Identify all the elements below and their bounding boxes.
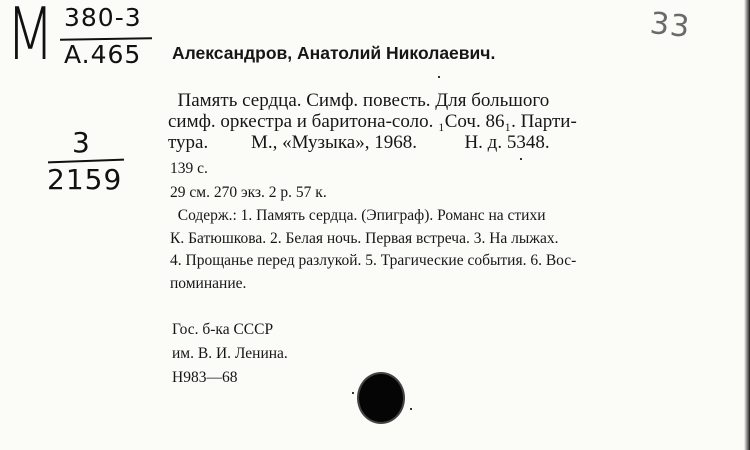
- inventory-number-bottom: 2159: [47, 163, 123, 196]
- card-edge-shadow: [744, 0, 750, 450]
- author-heading: Александров, Анатолий Николаевич.: [172, 43, 496, 63]
- pagination: 139 с.: [170, 160, 208, 177]
- corner-mark: 33: [648, 5, 692, 46]
- library-line: Гос. б-ка СССР: [172, 321, 274, 338]
- contents-note: [170, 205, 730, 295]
- title-line: симф. оркестра и баритона-соло. ₁Соч. 86₁. Парти-: [168, 111, 577, 132]
- ink-speck: [438, 76, 440, 78]
- title-line: тура. М., «Музыка», 1968. Н. д. 5348.: [168, 132, 550, 153]
- handwritten-letter: M: [6, 0, 56, 76]
- contents-line: Содерж.: 1. Память сердца. (Эпиграф). Романс на стихи: [170, 207, 546, 224]
- physical-description: 29 см. 270 экз. 2 р. 57 к.: [170, 184, 327, 201]
- library-imprint: [172, 318, 288, 390]
- library-line: им. В. И. Ленина.: [172, 345, 288, 362]
- ink-speck: [410, 408, 412, 410]
- ink-speck: [352, 392, 354, 394]
- shelf-mark-bottom: A.465: [64, 40, 142, 69]
- library-line: Н983—68: [172, 369, 238, 386]
- title-line: Память сердца. Симф. повесть. Для большого: [168, 90, 550, 111]
- inventory-number-top: 3: [72, 126, 91, 159]
- contents-line: 4. Прощанье перед разлукой. 5. Трагические события. 6. Вос-: [170, 252, 577, 269]
- shelf-mark-top: 380-3: [64, 3, 142, 32]
- contents-line: поминание.: [170, 274, 247, 292]
- punch-hole: [359, 374, 403, 422]
- ink-speck: [520, 158, 522, 160]
- contents-line: К. Батюшкова. 2. Белая ночь. Первая встреча. 3. На лыжах.: [170, 229, 559, 247]
- title-block: [168, 90, 728, 153]
